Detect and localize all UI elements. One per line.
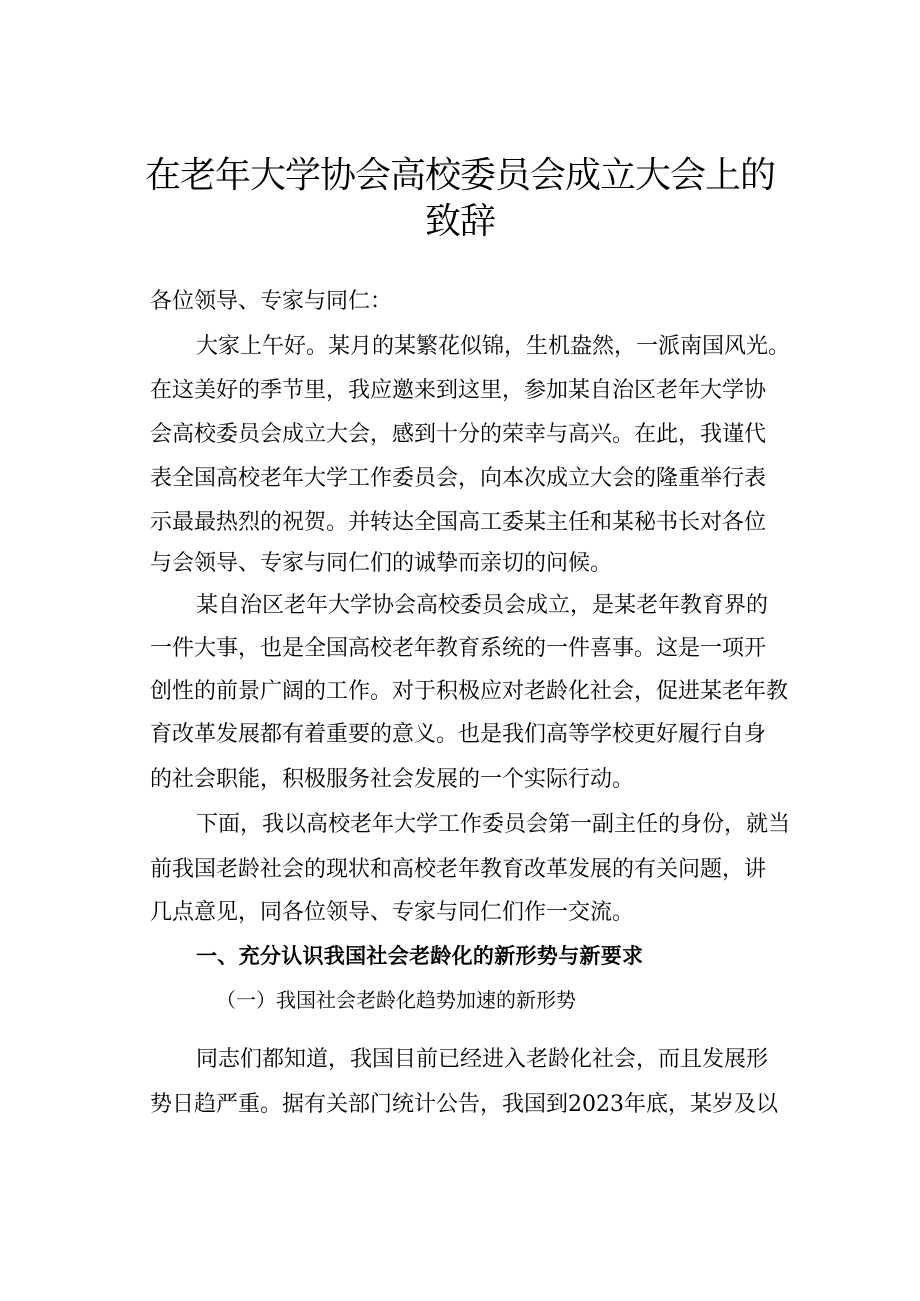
paragraph-4-line-2: 势日趋严重。据有关部门统计公告，我国到2023年底，某岁及以 — [150, 1092, 778, 1117]
paragraph-2-line-3: 创性的前景广阔的工作。对于积极应对老龄化社会，促进某老年教 — [150, 679, 789, 704]
paragraph-1-line-5: 示最最热烈的祝贺。并转达全国高工委某主任和某秘书长对各位 — [150, 510, 767, 535]
salutation: 各位领导、专家与同仁： — [150, 289, 393, 314]
paragraph-2-line-5: 的社会职能，积极服务社会发展的一个实际行动。 — [150, 767, 635, 792]
paragraph-1-line-4: 表全国高校老年大学工作委员会，向本次成立大会的隆重举行表 — [150, 466, 767, 491]
paragraph-3-line-3: 几点意见，同各位领导、专家与同仁们作一交流。 — [150, 900, 635, 925]
paragraph-1-line-1: 大家上午好。某月的某繁花似锦，生机盎然，一派南国风光。 — [196, 334, 791, 359]
paragraph-2-line-2: 一件大事，也是全国高校老年教育系统的一件喜事。这是一项开 — [150, 636, 767, 661]
paragraph-3-line-2: 前我国老龄社会的现状和高校老年教育改革发展的有关问题，讲 — [150, 857, 767, 882]
paragraph-2-line-1: 某自治区老年大学协会高校委员会成立，是某老年教育界的 — [196, 593, 769, 618]
paragraph-1-line-6: 与会领导、专家与同仁们的诚挚而亲切的问候。 — [150, 551, 613, 576]
section-heading: 一、充分认识我国社会老龄化的新形势与新要求 — [196, 944, 644, 968]
paragraph-2-line-4: 育改革发展都有着重要的意义。也是我们高等学校更好履行自身 — [150, 722, 767, 747]
document-title-line-2: 致辞 — [424, 201, 495, 242]
paragraph-1-line-2: 在这美好的季节里，我应邀来到这里，参加某自治区老年大学协 — [150, 378, 767, 403]
paragraph-1-line-3: 会高校委员会成立大会，感到十分的荣幸与高兴。在此，我谨代 — [150, 422, 767, 447]
paragraph-4-line-1: 同志们都知道，我国目前已经进入老龄化社会，而且发展形 — [196, 1047, 769, 1072]
subsection-heading: （一）我国社会老龄化趋势加速的新形势 — [216, 988, 576, 1012]
paragraph-3-line-1: 下面，我以高校老年大学工作委员会第一副主任的身份，就当 — [196, 812, 791, 837]
document-title-line-1: 在老年大学协会高校委员会成立大会上的 — [144, 155, 775, 196]
